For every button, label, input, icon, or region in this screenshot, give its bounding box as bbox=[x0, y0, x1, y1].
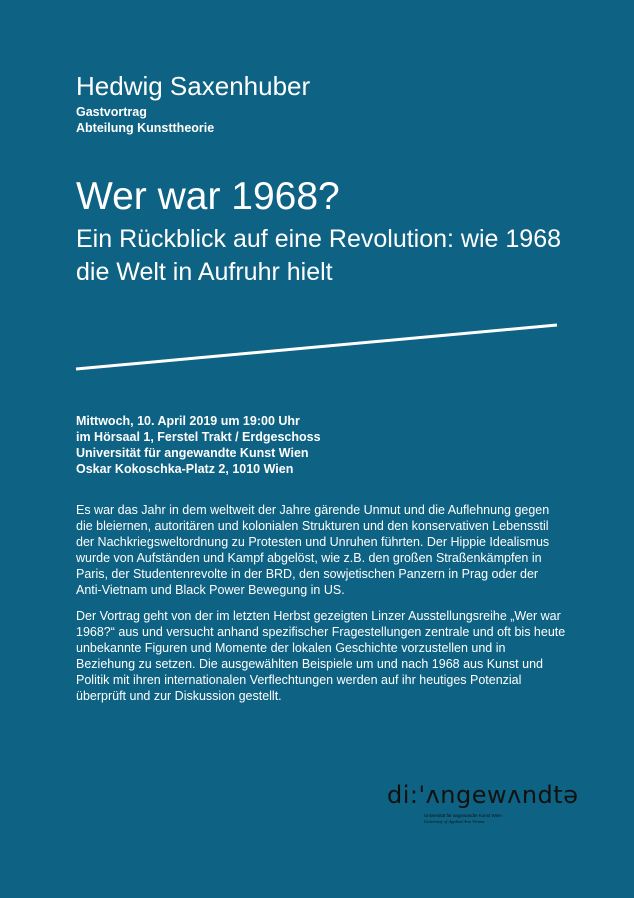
talk-subtitle: Ein Rückblick auf eine Revolution: wie 1968 die Welt in Aufruhr hielt bbox=[76, 225, 561, 286]
body-paragraph-1: Es war das Jahr in dem weltweit der Jahre gärende Unmut und die Auflehnung gegen die bleiernen, autoritären und kolonialen Strukturen und den konservativen Lebensstil der Nachkriegsweltordnung zu Protesten und Unruhen führten. Der Hippie Idealismus wurde von Aufständen und Kampf abgelöst, wie z.B. den großen Straßenkämpfen in Paris, der Studentenrevolte in der BRD, den sowjetischen Panzern in Prag oder der Anti-Vietnam und Black Power Bewegung in US. bbox=[76, 503, 550, 597]
speaker-name: Hedwig Saxenhuber bbox=[76, 71, 311, 101]
event-address: Oskar Kokoschka-Platz 2, 1010 Wien bbox=[76, 462, 294, 476]
event-details bbox=[76, 413, 321, 477]
logo-subline-german: Universität für angewandte Kunst Wien bbox=[424, 813, 502, 818]
university-logo-wordmark: di:'ʌngewʌndtə bbox=[387, 781, 579, 809]
speaker-department: Abteilung Kunsttheorie bbox=[76, 121, 215, 135]
talk-title: Wer war 1968? bbox=[76, 175, 340, 218]
speaker-role: Gastvortrag bbox=[76, 105, 147, 119]
logo-subline-english: University of Applied Arts Vienna bbox=[424, 819, 485, 824]
event-institution: Universität für angewandte Kunst Wien bbox=[76, 446, 309, 460]
event-room: im Hörsaal 1, Ferstel Trakt / Erdgeschoss bbox=[76, 430, 321, 444]
event-date-time: Mittwoch, 10. April 2019 um 19:00 Uhr bbox=[76, 414, 300, 428]
body-paragraph-2: Der Vortrag geht von der im letzten Herbst gezeigten Linzer Ausstellungsreihe „Wer war 1968?“ aus und versucht anhand spezifischer Fragestellungen zentrale und oft bis heute unbekannte Figuren und Momente der lokalen Geschichte vorzustellen und in Beziehung zu setzen. Die ausgewählten Beispiele um und nach 1968 aus Kunst und Politik mit ihren internationalen Verflechtungen werden auf ihr heutiges Potenzial überprüft und zur Diskussion gestellt. bbox=[76, 609, 566, 703]
